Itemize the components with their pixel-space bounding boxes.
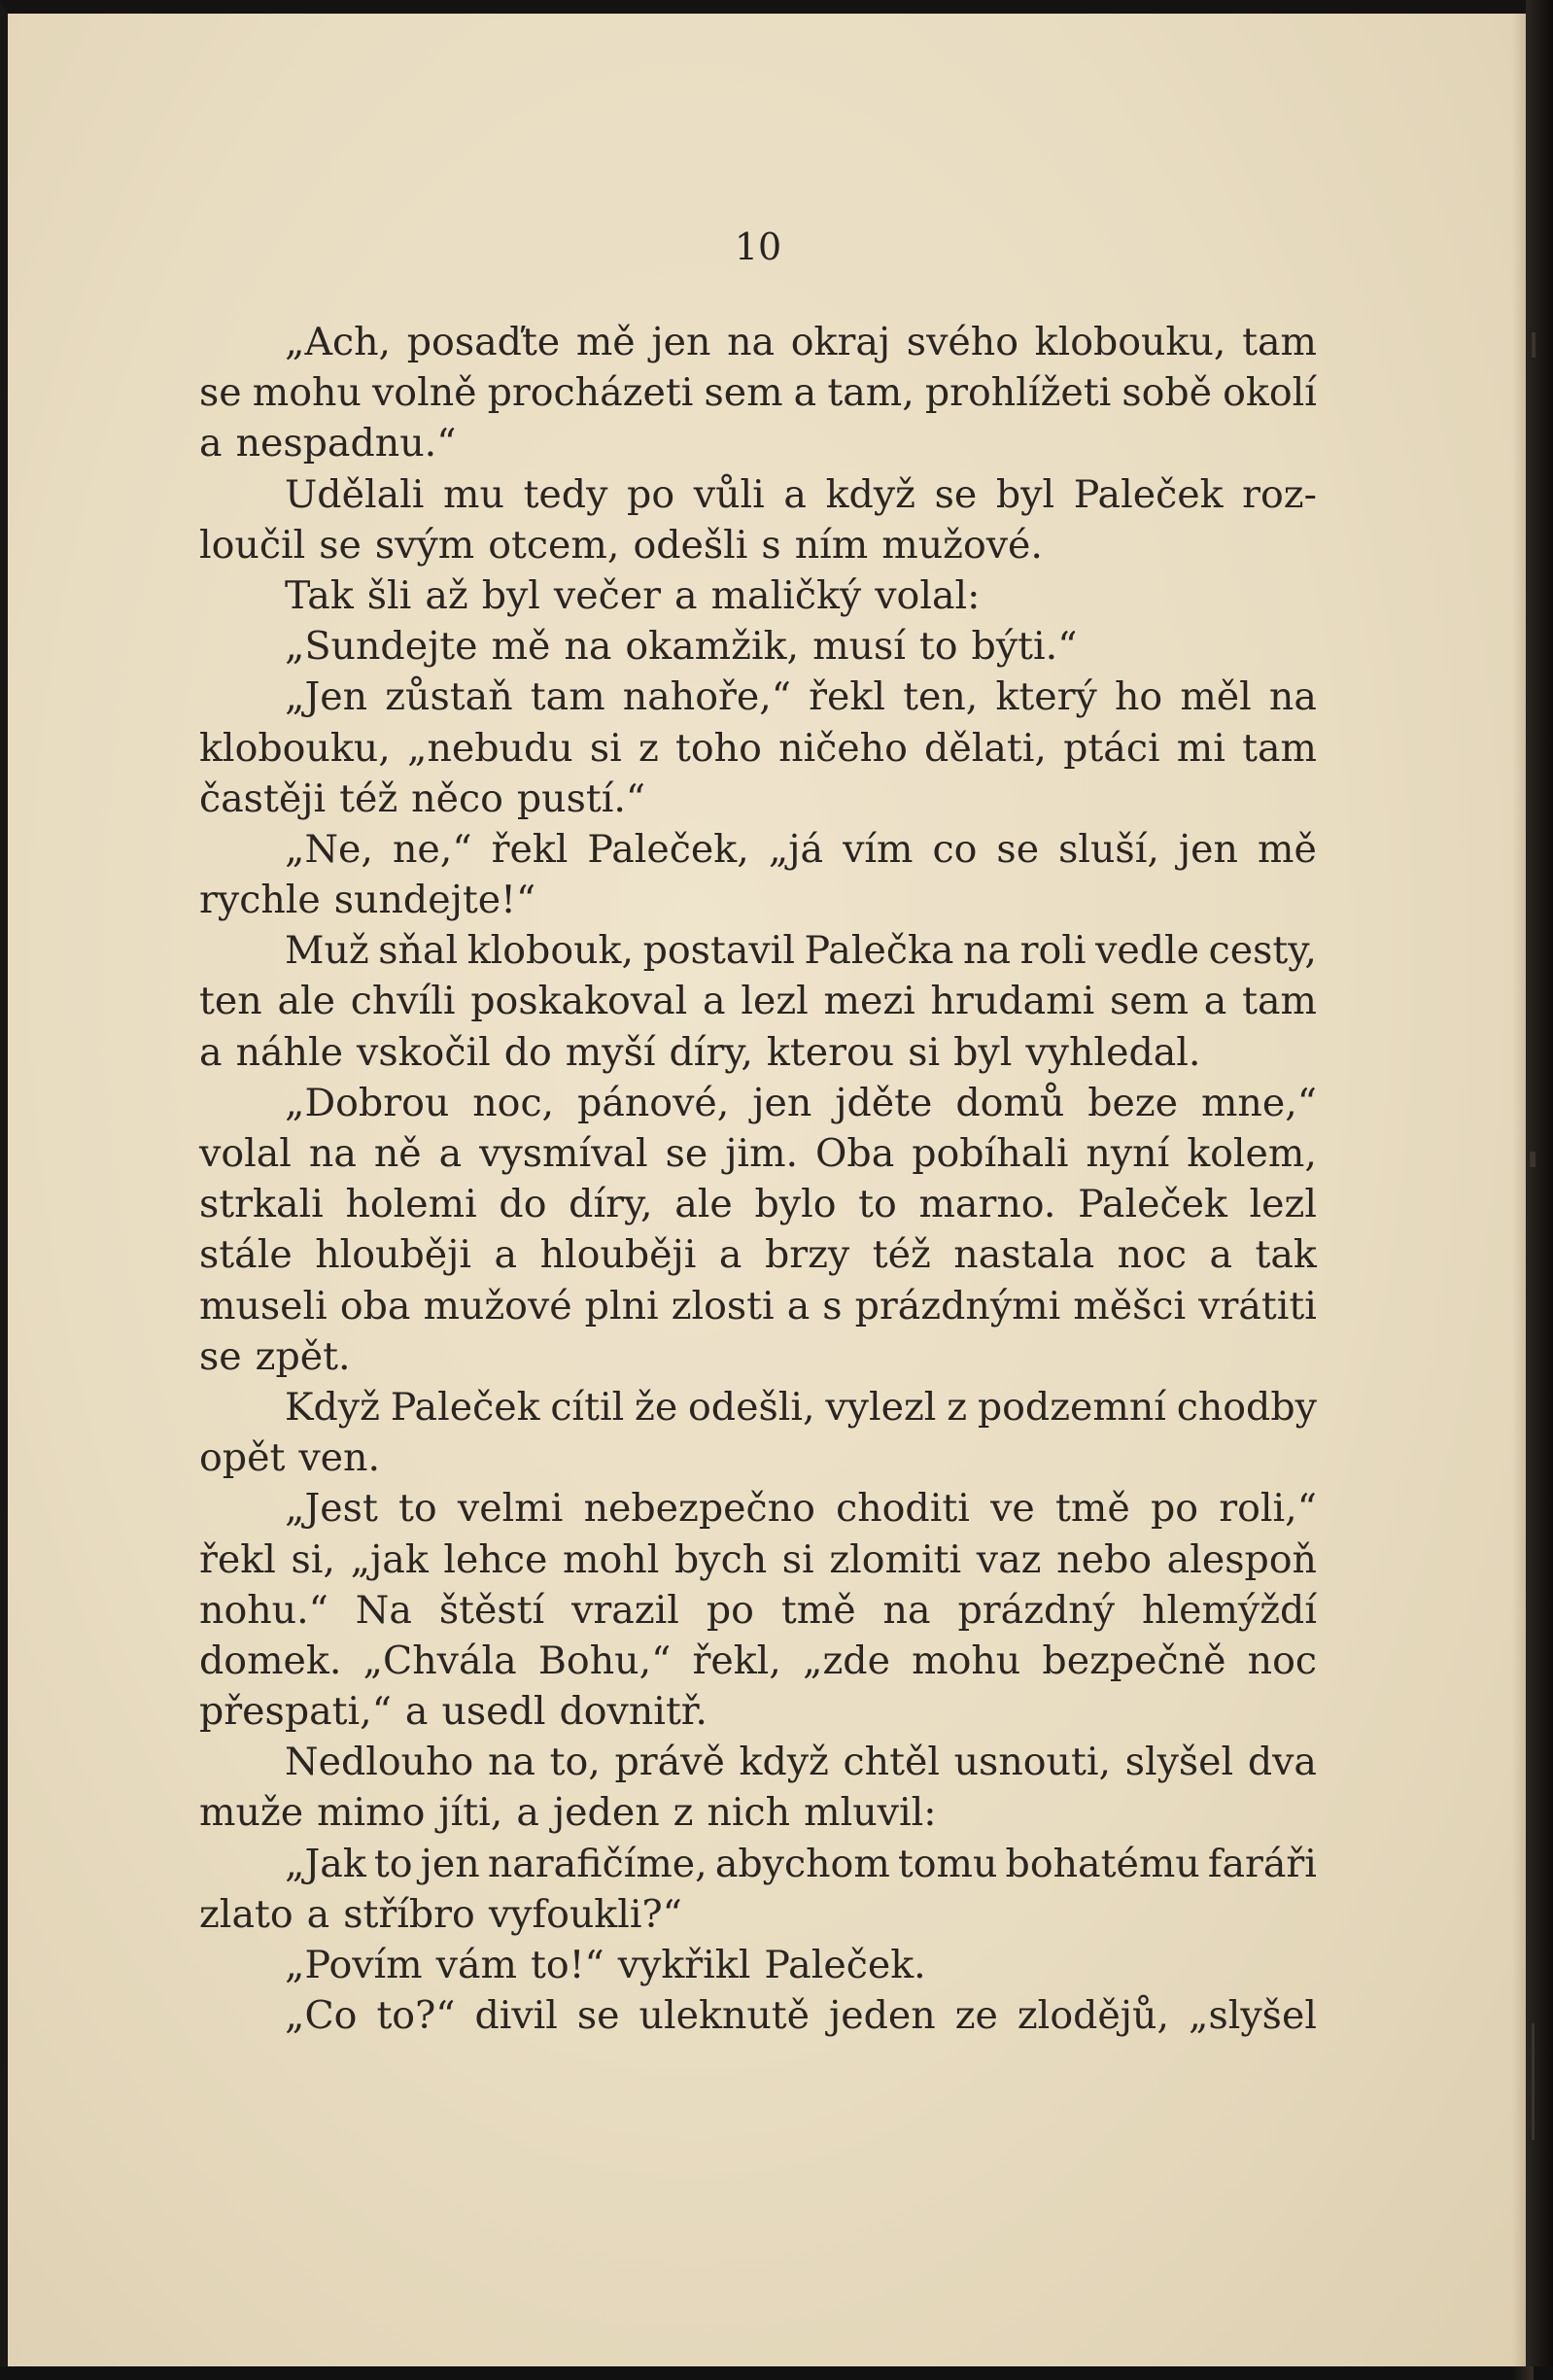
scan-border [1526,0,1553,2366]
text-line: Nedlouho na to, právě když chtěl usnouti, slyšel dva [285,1740,1317,1785]
text-line: „Sundejte mě na okamžik, musí to býti.“ [285,624,1078,670]
text-line: se mohu volně procházeti sem a tam, prohlížeti sobě okolí [199,370,1317,416]
text-line: „Ne, ne,“ řekl Paleček, „já vím co se sluší, jen mě [285,826,1317,872]
text-line: nohu.“ Na štěstí vrazil po tmě na prázdný hlemýždí [199,1587,1317,1633]
text-line: ten ale chvíli poskakoval a lezl mezi hrudami sem a tam [199,979,1317,1024]
text-line: volal na ně a vysmíval se jim. Oba pobíhali nyní kolem, [199,1131,1317,1176]
text-line: Když Paleček cítil že odešli, vylezl z podzemní chodby [285,1384,1317,1430]
text-line: řekl si, „jak lehce mohl bych si zlomiti vaz nebo alespoň [199,1536,1317,1582]
text-line: „Dobrou noc, pánové, jen jděte domů beze mne,“ [285,1080,1317,1125]
text-line: opět ven. [199,1435,381,1481]
text-line: přespati,“ a usedl dovnitř. [199,1689,707,1735]
text-line: Tak šli až byl večer a maličký volal: [285,572,981,618]
text-line: „Jen zůstaň tam nahoře,“ řekl ten, který ho měl na [285,674,1317,720]
text-line: a náhle vskočil do myší díry, kterou si byl vyhledal. [199,1029,1201,1075]
text-line: „Co to?“ divil se uleknutě jeden ze zlodějů, „slyšel [285,1993,1317,2039]
text-line: „Povím vám to!“ vykřikl Paleček. [285,1943,926,1987]
text-line: rychle sundejte!“ [199,878,536,923]
text-line: muže mimo jíti, a jeden z nich mluvil: [199,1790,937,1836]
body-text [199,317,1317,2041]
text-line: a nespadnu.“ [199,421,457,466]
text-line: Udělali mu tedy po vůli a když se byl Paleček roz- [285,471,1317,517]
text-line: se zpět. [199,1333,351,1379]
text-line: „Jak to jen narafičíme, abychom tomu bohatému faráři [285,1841,1317,1886]
text-line: loučil se svým otcem, odešli s ním mužové. [199,522,1043,568]
text-line: častěji též něco pustí.“ [199,776,646,821]
text-line: zlato a stříbro vyfoukli?“ [199,1891,682,1937]
page-number: 10 [734,225,782,268]
margin-mark [1532,332,1536,358]
text-line: klobouku, „nebudu si z toho ničeho dělati, ptáci mi tam [199,725,1317,771]
text-line: strkali holemi do díry, ale bylo to marno. Paleček lezl [199,1182,1317,1227]
text-line: stále hlouběji a hlouběji a brzy též nastala noc a tak [199,1232,1317,1278]
text-line: domek. „Chvála Bohu,“ řekl, „zde mohu bezpečně noc [199,1638,1317,1683]
text-line: „Ach, posaďte mě jen na okraj svého klobouku, tam [285,320,1317,364]
margin-mark [1530,1152,1536,1167]
text-line: „Jest to velmi nebezpečno choditi ve tmě po roli,“ [285,1486,1317,1532]
margin-mark [1532,2023,1535,2140]
text-line: Muž sňal klobouk, postavil Palečka na roli vedle cesty, [285,928,1317,974]
text-line: museli oba mužové plni zlosti a s prázdnými měšci vrátiti [199,1283,1317,1328]
